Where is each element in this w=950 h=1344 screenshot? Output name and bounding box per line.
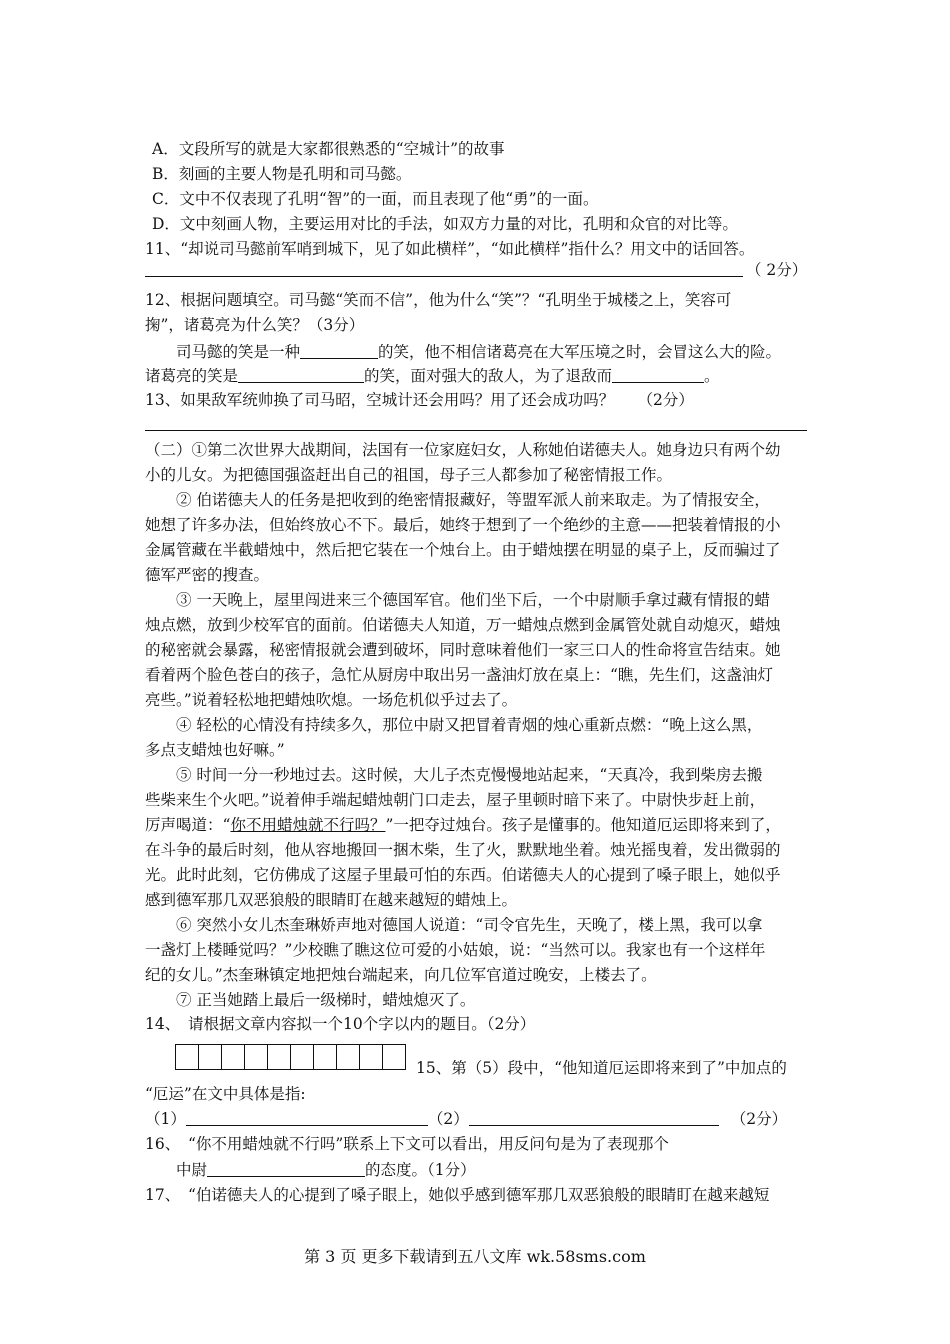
answer-box[interactable] (290, 1044, 314, 1070)
passage-p2-l4: 德军严密的搜查。 (145, 566, 270, 584)
page-footer: 第 3 页 更多下载请到五八文库 wk.58sms.com (304, 1247, 646, 1266)
p5-l3-prefix: 厉声喝道：“ (145, 816, 231, 834)
blank-15-1[interactable] (186, 1109, 428, 1126)
question-13: 13、如果敌军统帅换了司马昭，空城计还会用吗？用了还会成功吗？ （2分） (145, 391, 694, 409)
answer-box[interactable] (267, 1044, 291, 1070)
blank-12-2[interactable] (238, 366, 364, 383)
underlined-question: 你不用蜡烛就不行吗？ (230, 816, 386, 834)
p5-l3-suffix: ”一把夺过烛台。孩子是懂事的。他知道厄运即将来到了， (385, 816, 781, 834)
answer-box[interactable] (244, 1044, 268, 1070)
passage-p2-l1: ② 伯诺德夫人的任务是把收到的绝密情报藏好，等盟军派人前来取走。为了情报安全， (176, 491, 770, 509)
question-14: 14、 请根据文章内容拟一个10个字以内的题目。（2分） (145, 1015, 536, 1033)
question-12-line2: 掬”，诸葛亮为什么笑？（3分） (145, 316, 365, 334)
passage-p4-l1: ④ 轻松的心情没有持续多久，那位中尉又把冒着青烟的烛心重新点燃：“晚上这么黑， (176, 716, 763, 734)
passage-p3-l4: 看着两个脸色苍白的孩子，急忙从厨房中取出另一盏油灯放在桌上：“瞧，先生们，这盏油灯 (145, 666, 773, 684)
blank-15-2[interactable] (469, 1109, 719, 1126)
answer-box[interactable] (382, 1044, 406, 1070)
answer-box[interactable] (313, 1044, 337, 1070)
question-16-line2 (176, 1160, 851, 1180)
q16-prefix: 中尉 (176, 1161, 208, 1179)
fill2-suffix: 。 (704, 367, 720, 385)
question-17-line1: 17、 “伯诺德夫人的心提到了嗓子眼上，她似乎感到德军那几双恶狼般的眼睛盯在越来越短 (145, 1186, 770, 1204)
answer-label-1: （1） (145, 1110, 186, 1128)
passage-p1-l1: （二）①第二次世界大战期间，法国有一位家庭妇女，人称她伯诺德夫人。她身边只有两个幼 (145, 441, 781, 459)
passage-p5-l3 (145, 815, 820, 835)
passage-p2-l2: 她想了许多办法，但始终放心不下。最后，她终于想到了一个绝纱的主意——把装着情报的小 (145, 516, 781, 534)
passage-p1-l2: 小的儿女。为把德国强盗赶出自己的祖国，母子三人都参加了秘密情报工作。 (145, 466, 673, 484)
answer-box[interactable] (359, 1044, 383, 1070)
passage-p4-l2: 多点支蜡烛也好嘛。” (145, 741, 285, 759)
passage-p3-l5: 亮些。”说着轻松地把蜡烛吹熄。一场危机似乎过去了。 (145, 691, 518, 709)
passage-p3-l2: 烛点燃，放到少校军官的面前。伯诺德夫人知道，万一蜡烛点燃到金属管处就自动熄灭，蜡烛 (145, 616, 781, 634)
answer-line-13 (145, 430, 807, 431)
passage-p5-l4: 在斗争的最后时刻，他从容地搬回一捆木柴，生了火，默默地坐着。烛光摇曳着，发出微弱的 (145, 841, 781, 859)
passage-p5-l5: 光。此时此刻，它仿佛成了这屋子里最可怕的东西。伯诺德夫人的心提到了嗓子眼上，她似乎 (145, 866, 781, 884)
passage-p6-l2: 一盏灯上楼睡觉吗？”少校瞧了瞧这位可爱的小姑娘，说：“当然可以。我家也有一个这样年 (145, 941, 766, 959)
question-15-line2: “厄运”在文中具体是指: (145, 1085, 306, 1103)
option-b: B．刻画的主要人物是孔明和司马懿。 (152, 165, 412, 183)
answer-line-11 (145, 276, 743, 277)
option-c: C．文中不仅表现了孔明“智”的一面，而且表现了他“勇”的一面。 (152, 190, 599, 208)
passage-p3-l3: 的秘密就会暴露，秘密情报就会遭到破坏，同时意味着他们一家三口人的性命将宣告结束。她 (145, 641, 781, 659)
blank-12-1[interactable] (300, 342, 378, 359)
title-answer-boxes (175, 1044, 405, 1070)
passage-p6-l1: ⑥ 突然小女儿杰奎琳娇声地对德国人说道：“司令官先生，天晚了，楼上黑，我可以拿 (176, 916, 763, 934)
question-12-fill2 (145, 366, 820, 386)
answer-label-2: （2） (427, 1110, 469, 1128)
question-15-line1: 15、第（5）段中，“他知道厄运即将来到了”中加点的 (416, 1059, 787, 1077)
blank-16[interactable] (207, 1160, 365, 1177)
question-11-score: （ 2分） (746, 261, 808, 279)
passage-p2-l3: 金属管藏在半截蜡烛中，然后把它装在一个烛台上。由于蜡烛摆在明显的桌子上，反而骗过了 (145, 541, 781, 559)
fill2-prefix: 诸葛亮的笑是 (145, 367, 239, 385)
option-a: A．文段所写的就是大家都很熟悉的“空城计”的故事 (152, 140, 505, 158)
question-12-line1: 12、根据问题填空。司马懿“笑而不信”，他为什么“笑”？“孔明坐于城楼之上，笑容可 (145, 291, 732, 309)
fill2-middle: 的笑，面对强大的敌人，为了退敌而 (364, 367, 613, 385)
answer-box[interactable] (175, 1044, 199, 1070)
answer-box[interactable] (336, 1044, 360, 1070)
passage-p6-l3: 纪的女儿。”杰奎琳镇定地把烛台端起来，向几位军官道过晚安，上楼去了。 (145, 966, 657, 984)
passage-p7-l1: ⑦ 正当她踏上最后一级梯时，蜡烛熄灭了。 (176, 991, 476, 1009)
blank-12-3[interactable] (612, 366, 704, 383)
passage-p5-l6: 感到德军那几双恶狼般的眼睛盯在越来越短的蜡烛上。 (145, 891, 518, 909)
passage-p5-l2: 些柴来生个火吧。”说着伸手端起蜡烛朝门口走去，屋子里顿时暗下来了。中尉快步赶上前， (145, 791, 766, 809)
fill1-prefix: 司马懿的笑是一种 (176, 343, 301, 361)
fill1-suffix: 的笑，他不相信诸葛亮在大军压境之时，会冒这么大的险。 (378, 343, 782, 361)
question-12-fill1 (176, 342, 851, 362)
answer-box[interactable] (221, 1044, 245, 1070)
passage-p5-l1: ⑤ 时间一分一秒地过去。这时候，大儿子杰克慢慢地站起来，“天真冷，我到柴房去搬 (176, 766, 763, 784)
question-15-answers (145, 1109, 820, 1129)
question-15-score: （2分） (730, 1110, 788, 1128)
question-11: 11、“却说司马懿前军哨到城下，见了如此横样”，“如此横样”指什么？用文中的话回答。 (145, 240, 755, 258)
question-16-line1: 16、 “你不用蜡烛就不行吗”联系上下文可以看出，用反问句是为了表现那个 (145, 1135, 669, 1153)
option-d: D．文中刻画人物，主要运用对比的手法，如双方力量的对比，孔明和众官的对比等。 (152, 215, 738, 233)
passage-p3-l1: ③ 一天晚上，屋里闯进来三个德国军官。他们坐下后，一个中尉顺手拿过藏有情报的蜡 (176, 591, 770, 609)
answer-box[interactable] (198, 1044, 222, 1070)
q16-suffix: 的态度。（1分） (365, 1161, 476, 1179)
